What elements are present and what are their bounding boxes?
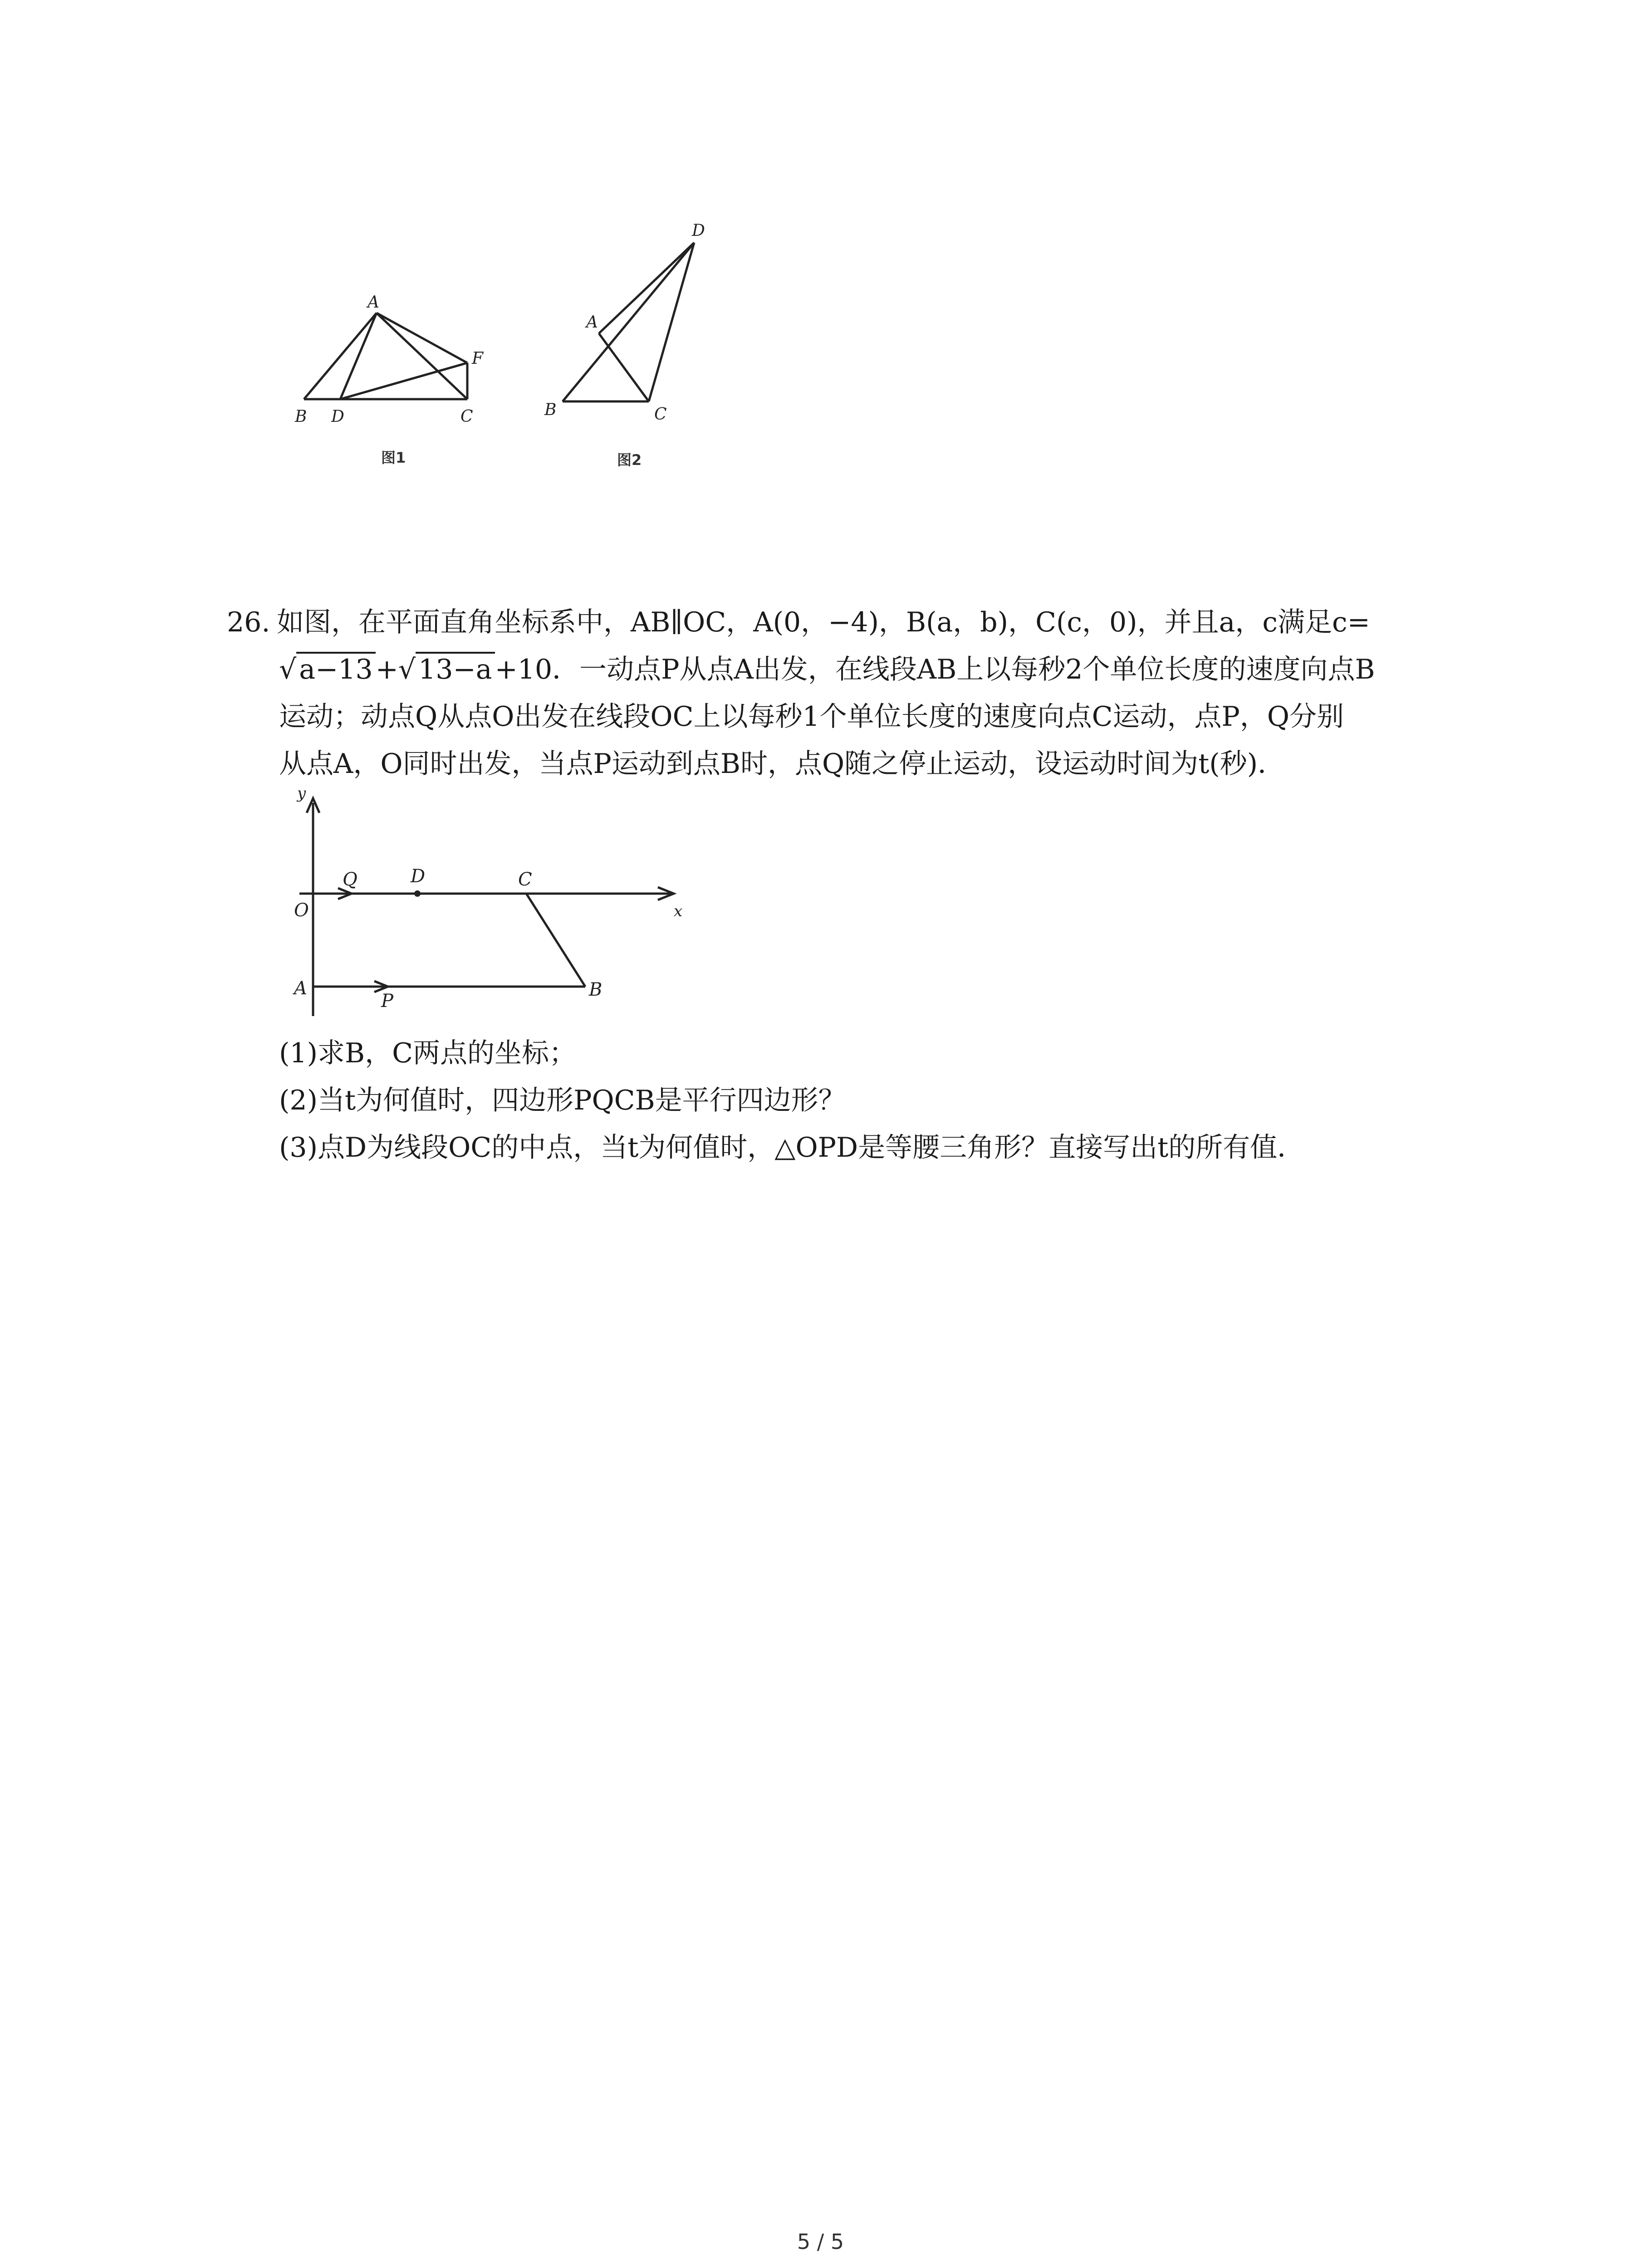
question-3: (3)点D为线段OC的中点，当t为何值时，△OPD是等腰三角形？直接写出t的所有值． xyxy=(279,1132,1305,1163)
page-number: 5 / 5 xyxy=(797,2229,844,2254)
fig3-label-P: P xyxy=(381,991,393,1012)
sqrt-symbol-icon: √ xyxy=(398,654,416,685)
fig1-label-C: C xyxy=(460,407,473,426)
fig1-label-D: D xyxy=(331,407,344,426)
figure-2 xyxy=(535,209,726,472)
fig3-label-x: x xyxy=(674,902,683,920)
fig2-caption: 图2 xyxy=(617,451,642,469)
fig3-label-B: B xyxy=(589,979,603,1000)
problem-26 xyxy=(227,599,1479,787)
point-D-marker xyxy=(414,890,421,897)
problem-line-3: 运动；动点Q从点O出发在线段OC上以每秒1个单位长度的速度向点C运动，点P，Q分别 xyxy=(279,701,1344,733)
fig1-label-F: F xyxy=(472,349,483,368)
problem-number: 26. xyxy=(227,606,270,638)
figure-1-drawing xyxy=(272,281,526,472)
sqrt-symbol-icon: √ xyxy=(279,654,297,685)
sqrt-term-2: 13−a xyxy=(416,652,495,685)
fig2-label-D: D xyxy=(692,221,705,240)
figure-3-drawing xyxy=(263,785,708,1025)
fig2-label-C: C xyxy=(654,405,667,424)
fig3-label-A: A xyxy=(294,978,307,999)
fig3-label-D: D xyxy=(411,866,426,887)
fig1-caption: 图1 xyxy=(381,449,406,466)
figure-1 xyxy=(272,281,526,472)
problem-line-4: 从点A，O同时出发，当点P运动到点B时，点Q随之停止运动，设运动时间为t(秒)． xyxy=(279,748,1285,780)
fig1-label-B: B xyxy=(295,407,307,426)
fig3-label-y: y xyxy=(297,785,306,802)
problem-line-1 xyxy=(227,599,1479,646)
question-2: (2)当t为何值时，四边形PQCB是平行四边形？ xyxy=(279,1085,846,1116)
question-1: (1)求B，C两点的坐标； xyxy=(279,1037,576,1069)
sqrt-term-1: a−13 xyxy=(296,652,375,685)
fig2-label-B: B xyxy=(544,401,557,419)
figure-3 xyxy=(263,785,708,1025)
figure-2-drawing xyxy=(535,209,726,472)
fig2-label-A: A xyxy=(586,313,598,332)
fig3-label-Q: Q xyxy=(343,869,358,890)
plus-sign: + xyxy=(375,654,398,685)
fig1-label-A: A xyxy=(367,293,379,312)
fig3-label-O: O xyxy=(294,900,309,921)
problem-line-2 xyxy=(227,646,1479,693)
problem-line-2-text: +10．一动点P从点A出发，在线段AB上以每秒2个单位长度的速度向点B xyxy=(495,654,1375,685)
fig3-label-C: C xyxy=(518,869,532,890)
problem-line-1-text: 如图，在平面直角坐标系中，AB∥OC，A(0，−4)，B(a，b)，C(c，0)，并且a，c满足c= xyxy=(277,606,1370,638)
